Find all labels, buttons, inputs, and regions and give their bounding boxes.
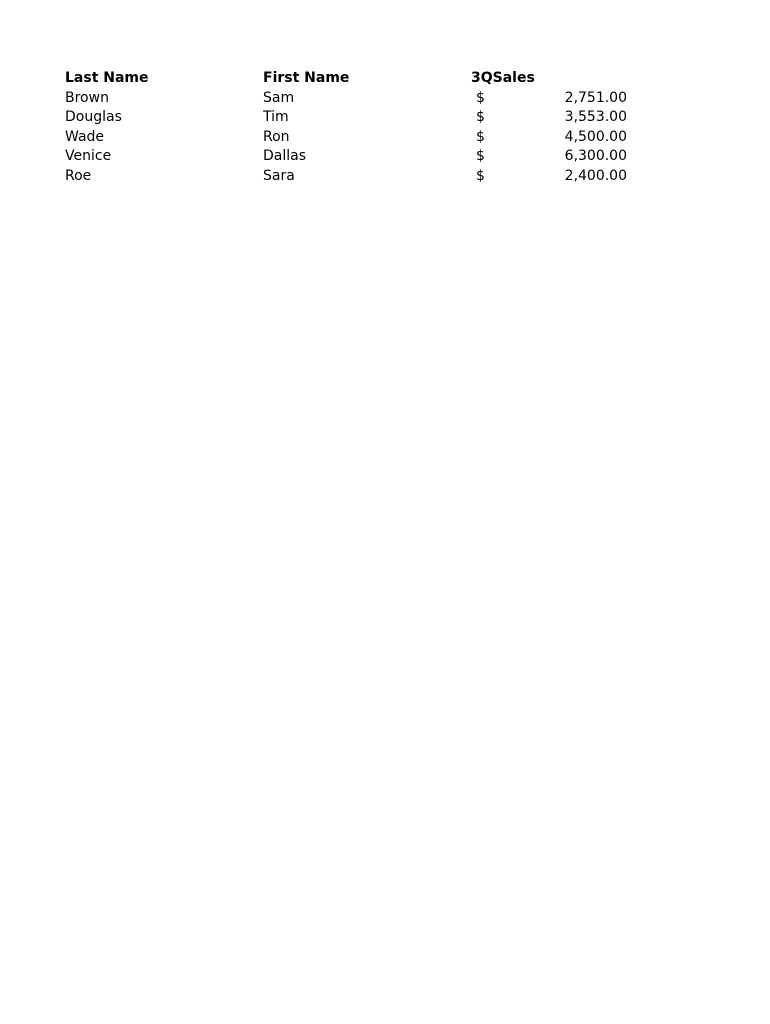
sales-amount-cell: 4,500.00 <box>564 128 627 145</box>
last-name-cell: Wade <box>65 128 105 145</box>
last-name-cell: Venice <box>65 148 112 164</box>
table-header-row <box>65 69 665 89</box>
sales-amount-cell: 2,400.00 <box>564 167 627 184</box>
currency-cell: $ <box>476 128 485 145</box>
sales-amount-cell: 3,553.00 <box>564 109 627 125</box>
currency-cell: $ <box>476 109 485 125</box>
table-row <box>65 147 665 167</box>
header-3q-sales: 3QSales <box>471 70 535 86</box>
sales-table <box>65 69 665 186</box>
sales-amount-cell: 6,300.00 <box>564 148 627 164</box>
first-name-cell: Ron <box>263 128 290 145</box>
currency-cell: $ <box>476 167 485 184</box>
first-name-cell: Sara <box>263 167 295 184</box>
currency-cell: $ <box>476 148 485 164</box>
last-name-cell: Brown <box>65 89 109 106</box>
first-name-cell: Sam <box>263 89 295 106</box>
header-last-name: Last Name <box>65 70 149 86</box>
header-first-name: First Name <box>263 70 350 86</box>
table-row <box>65 108 665 128</box>
currency-cell: $ <box>476 89 485 106</box>
table-row <box>65 128 665 148</box>
last-name-cell: Roe <box>65 167 92 184</box>
table-row <box>65 89 665 109</box>
table-row <box>65 167 665 187</box>
last-name-cell: Douglas <box>65 109 122 125</box>
first-name-cell: Tim <box>263 109 289 125</box>
first-name-cell: Dallas <box>263 148 307 164</box>
sales-amount-cell: 2,751.00 <box>564 89 627 106</box>
